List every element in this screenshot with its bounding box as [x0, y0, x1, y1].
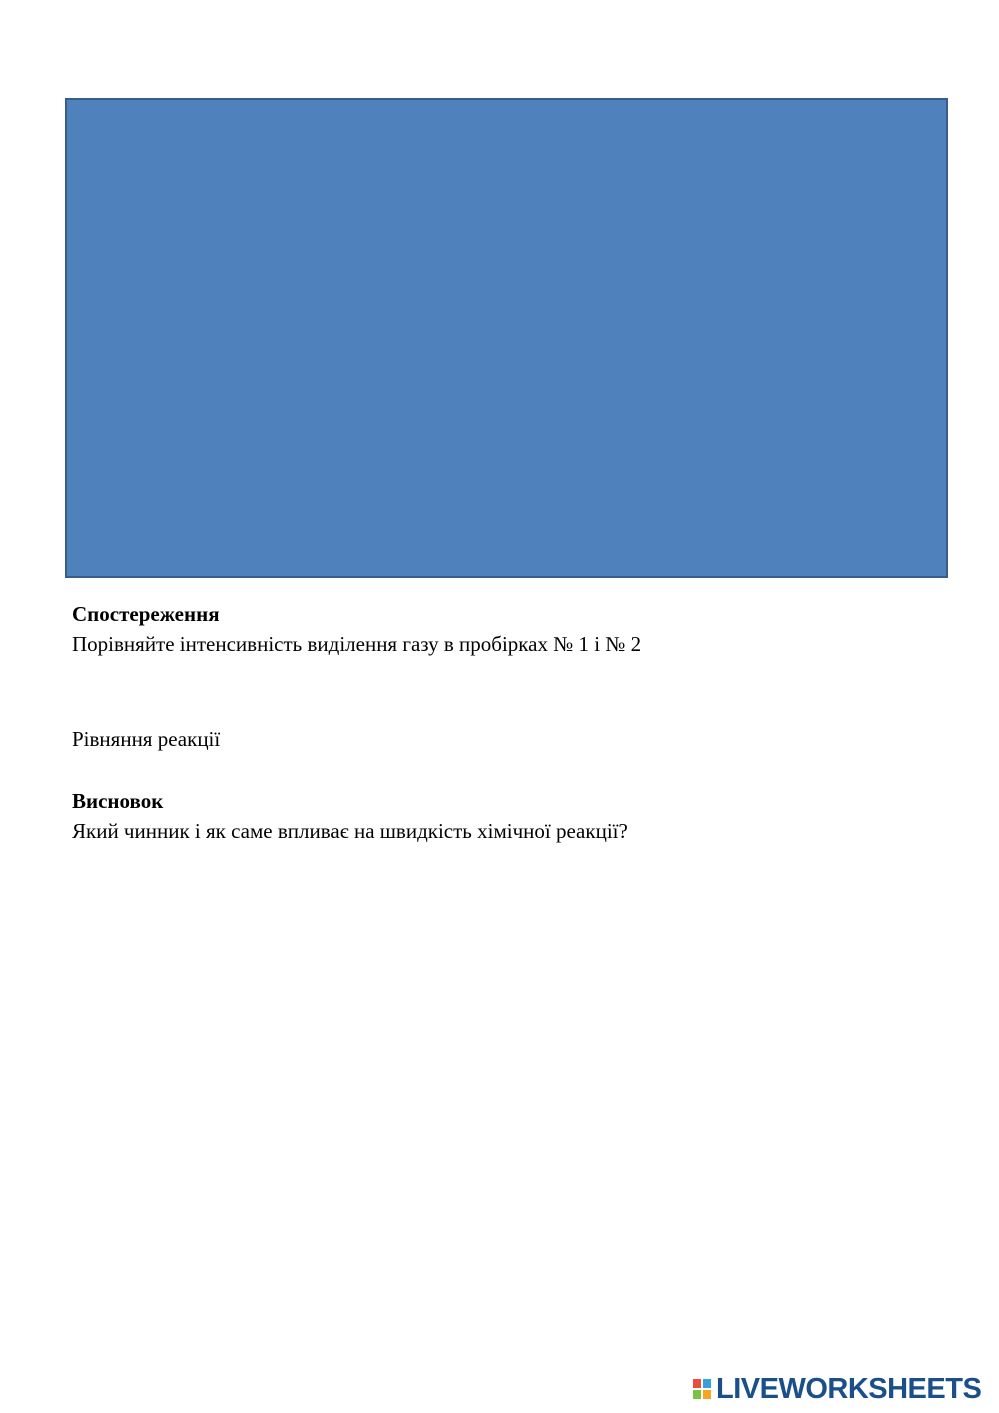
- conclusion-heading: Висновок: [72, 789, 164, 813]
- conclusion-prompt: Який чинник і як саме впливає на швидкість хімічної реакції?: [72, 819, 628, 843]
- liveworksheets-logo-icon: [692, 1378, 712, 1400]
- image-placeholder-box: [65, 98, 948, 578]
- observations-heading: Спостереження: [72, 602, 220, 626]
- logo-text: LIVEWORKSHEETS: [716, 1373, 982, 1405]
- observations-prompt: Порівняйте інтенсивність виділення газу в пробірках № 1 і № 2: [72, 632, 642, 656]
- liveworksheets-logo[interactable]: [692, 1373, 982, 1405]
- equation-label: Рівняння реакції: [72, 727, 221, 751]
